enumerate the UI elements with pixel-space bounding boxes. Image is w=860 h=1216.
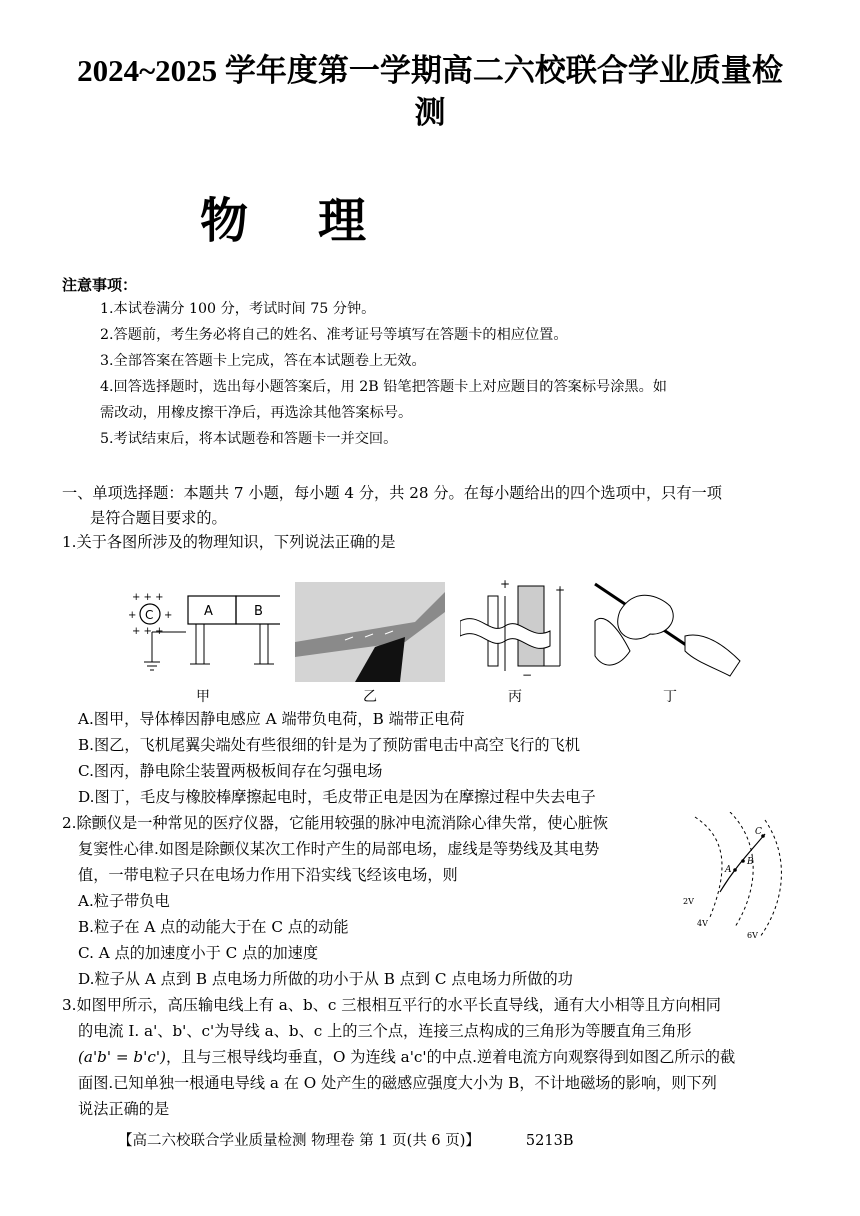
svg-text:+ + +: + + + <box>132 626 164 637</box>
potential-4v: 4V <box>697 919 708 928</box>
notice-item-4: 4.回答选择题时，选出每小题答案后，用 2B 铅笔把答题卡上对应题目的答案标号涂黑。如 <box>100 379 667 395</box>
potential-2v: 2V <box>683 897 694 906</box>
q2-stem-2: 复窦性心律.如图是除颤仪某次工作时产生的局部电场，虚线是等势线及其电势 <box>78 840 600 858</box>
end-a-label: A <box>204 604 213 619</box>
sphere-label: C <box>145 608 154 622</box>
fig-label-bing: 丙 <box>508 689 522 705</box>
q3-line-5: 说法正确的是 <box>78 1100 170 1118</box>
figure-bing <box>460 576 580 681</box>
q3-line-1: 3.如图甲所示，高压输电线上有 a、b、c 三根相互平行的水平长直导线，通有大小相等且方向相同 <box>62 996 721 1014</box>
svg-text:+: + <box>164 610 173 621</box>
figure-jia <box>120 582 280 677</box>
notice-title: 注意事项： <box>62 276 138 294</box>
q1-figures <box>120 576 760 706</box>
page-footer <box>118 1129 573 1150</box>
svg-text:+: + <box>500 577 511 591</box>
fig-label-jia: 甲 <box>196 689 210 705</box>
fig-label-yi: 乙 <box>363 689 377 705</box>
notice-item-3: 3.全部答案在答题卡上完成，答在本试题卷上无效。 <box>100 353 426 369</box>
title-line-2: 测 <box>414 95 446 130</box>
end-b-label: B <box>254 604 263 619</box>
q3-line-3-text: ，且与三根导线均垂直，O 为连线 a'c'的中点.逆着电流方向观察得到如图乙所示的截 <box>165 1048 736 1066</box>
q1-option-b: B.图乙，飞机尾翼尖端处有些很细的针是为了预防雷电击中高空飞行的飞机 <box>78 736 580 754</box>
q2-stem-1: 2.除颤仪是一种常见的医疗仪器，它能用较强的脉冲电流消除心律失常，使心脏恢 <box>62 814 609 832</box>
figure-ding <box>590 576 750 681</box>
notice-item-4-cont: 需改动，用橡皮擦干净后，再选涂其他答案标号。 <box>100 405 413 421</box>
title-line-1: 2024~2025 学年度第一学期高二六校联合学业质量检 <box>77 53 783 88</box>
q3-line-2: 的电流 I. a'、b'、c'为导线 a、b、c 上的三个点，连接三点构成的三角形为等腰直角三角形 <box>78 1022 692 1040</box>
fig-label-ding: 丁 <box>663 689 677 705</box>
svg-text:−: − <box>522 668 533 681</box>
q2-option-b: B.粒子在 A 点的动能大于在 C 点的动能 <box>78 918 349 936</box>
potential-6v: 6V <box>747 931 758 940</box>
q3-line-3 <box>78 1045 812 1070</box>
svg-text:+ + +: + + + <box>132 592 164 603</box>
svg-text:+: + <box>128 610 137 621</box>
footer-code: 5213B <box>525 1133 574 1149</box>
section-line-1: 一、单项选择题：本题共 7 小题，每小题 4 分，共 28 分。在每小题给出的四个选项中，只有一项 <box>62 484 722 502</box>
q1-option-c: C.图丙，静电除尘装置两极板间存在匀强电场 <box>78 762 383 780</box>
subject-title: 物理 <box>200 193 437 249</box>
exam-title <box>40 50 820 134</box>
q2-field-figure <box>675 812 805 942</box>
figure-yi <box>295 582 445 682</box>
svg-text:+: + <box>555 583 566 597</box>
section-line-2: 是符合题目要求的。 <box>90 509 227 527</box>
point-a-label: A <box>725 865 732 875</box>
q3-line-4: 面图.已知单独一根通电导线 a 在 O 处产生的磁感应强度大小为 B，不计地磁场的影响，则下列 <box>78 1074 717 1092</box>
notice-item-5: 5.考试结束后，将本试题卷和答题卡一并交回。 <box>100 431 398 447</box>
point-c-label: C <box>755 827 762 837</box>
footer-text: 【高二六校联合学业质量检测 物理卷 第 1 页(共 6 页)】 <box>118 1133 480 1149</box>
point-b-label: B <box>747 857 754 867</box>
q1-option-a: A.图甲，导体棒因静电感应 A 端带负电荷，B 端带正电荷 <box>78 710 465 728</box>
q3-formula: (a'b' = b'c') <box>78 1048 166 1066</box>
q2-option-d: D.粒子从 A 点到 B 点电场力所做的功小于从 B 点到 C 点电场力所做的功 <box>78 970 573 988</box>
section-heading <box>62 481 812 531</box>
q1-stem: 1.关于各图所涉及的物理知识，下列说法正确的是 <box>62 533 396 551</box>
q2-option-a: A.粒子带负电 <box>78 892 170 910</box>
notice-item-2: 2.答题前，考生务必将自己的姓名、准考证号等填写在答题卡的相应位置。 <box>100 327 568 343</box>
q2-option-c: C. A 点的加速度小于 C 点的加速度 <box>78 944 319 962</box>
q2-stem-3: 值，一带电粒子只在电场力作用下沿实线飞经该电场，则 <box>78 866 458 884</box>
q1-option-d: D.图丁，毛皮与橡胶棒摩擦起电时，毛皮带正电是因为在摩擦过程中失去电子 <box>78 788 596 806</box>
notice-item-1: 1.本试卷满分 100 分，考试时间 75 分钟。 <box>100 301 376 317</box>
